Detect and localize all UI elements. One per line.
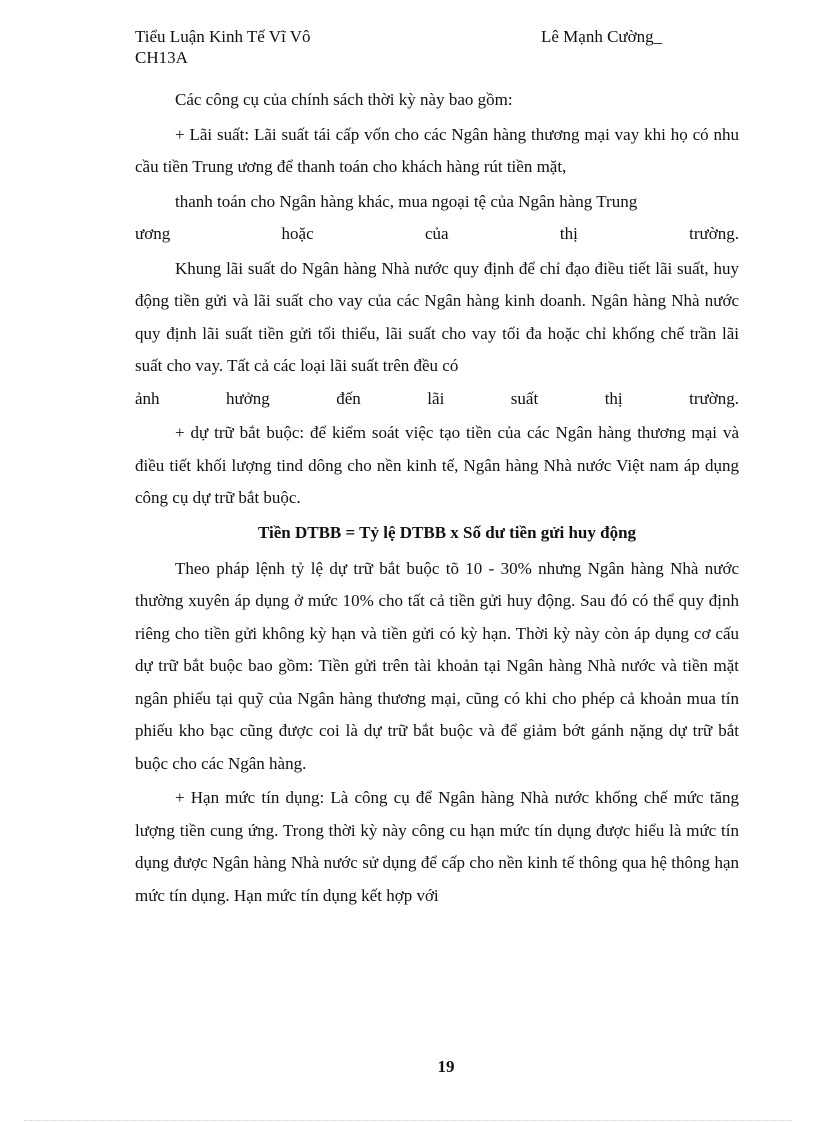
paragraph-credit-limit: + Hạn mức tín dụng: Là công cụ để Ngân hàng Nhà nước khống chế mức tăng lượng tiền cung ứng. Trong thời kỳ này công cu hạn mức tín dụng được hiểu là mức tín dụng được Ngân hàng Nhà nước sử dụng để cấp cho nền kinh tế thông qua hệ thông hạn mức tín dụng. Hạn mức tín dụng kết hợp với bbox=[135, 788, 739, 905]
header-class: CH13A bbox=[135, 48, 188, 67]
paragraph-rate-framework: Khung lãi suất do Ngân hàng Nhà nước quy định để chỉ đạo điều tiết lãi suất, huy động tiền gửi và lãi suất cho vay của các Ngân hàng kinh doanh. Ngân hàng Nhà nước quy định lãi suất tiền gửi tối thiểu, lãi suất cho vay tối đa hoặc chỉ khống chế trần lãi suất cho vay. Tất cả các loại lãi suất trên đều có bbox=[135, 258, 739, 375]
paragraph-reserve-ratio: Theo pháp lệnh tỷ lệ dự trữ bắt buộc tõ 10 - 30% nhưng Ngân hàng Nhà nước thường xuyên áp dụng ở mức 10% cho tất cả tiền gửi huy động. Sau đó có thể quy định riêng cho tiền gửi không kỳ hạn và tiền gửi có kỳ hạn. Thời kỳ này còn áp dụng cơ cấu dự trữ bắt buộc bao gồm: Tiền gửi trên tài khoản tại Ngân hàng Nhà nước và tiền mặt ngân phiếu tại quỹ của Ngân hàng thương mại, cũng có khi cho phép cả khoản mua tín phiếu kho bạc cũng được coi là dự trữ bắt buộc và để giảm bớt gánh nặng dự trữ bắt buộc cho các Ngân hàng. bbox=[135, 558, 739, 773]
page-bottom-divider bbox=[24, 1120, 792, 1121]
paragraph-interest-rate: + Lãi suất: Lãi suất tái cấp vốn cho các Ngân hàng thương mại vay khi họ có nhu cầu tiền Trung ương để thanh toán cho khách hàng rút tiền mặt, bbox=[135, 124, 739, 176]
paragraph-payment: thanh toán cho Ngân hàng khác, mua ngoại tệ của Ngân hàng Trung bbox=[175, 191, 638, 211]
header-author: Lê Mạnh Cường_ bbox=[541, 27, 663, 46]
page-number: 19 bbox=[437, 1057, 455, 1076]
reserve-formula: Tiền DTBB = Tỷ lệ DTBB x Số dư tiền gửi huy động bbox=[257, 522, 637, 542]
paragraph-rate-framework-last-line: ảnh hưởng đến lãi suất thị trường. bbox=[135, 388, 739, 408]
paragraph-reserve: + dự trữ bắt buộc: để kiểm soát việc tạo tiền của các Ngân hàng thương mại và điều tiết khối lượng tind dông cho nền kinh tế, Ngân hàng Nhà nước Việt nam áp dụng công cụ dự trữ bắt buộc. bbox=[135, 423, 739, 507]
document-body bbox=[135, 84, 739, 914]
header-title: Tiểu Luận Kinh Tế Vĩ Vô bbox=[135, 27, 311, 46]
paragraph-intro: Các công cụ của chính sách thời kỳ này bao gồm: bbox=[175, 90, 513, 109]
header-left bbox=[135, 26, 311, 68]
paragraph-payment-last-line: ương hoặc của thị trường. bbox=[135, 224, 739, 243]
